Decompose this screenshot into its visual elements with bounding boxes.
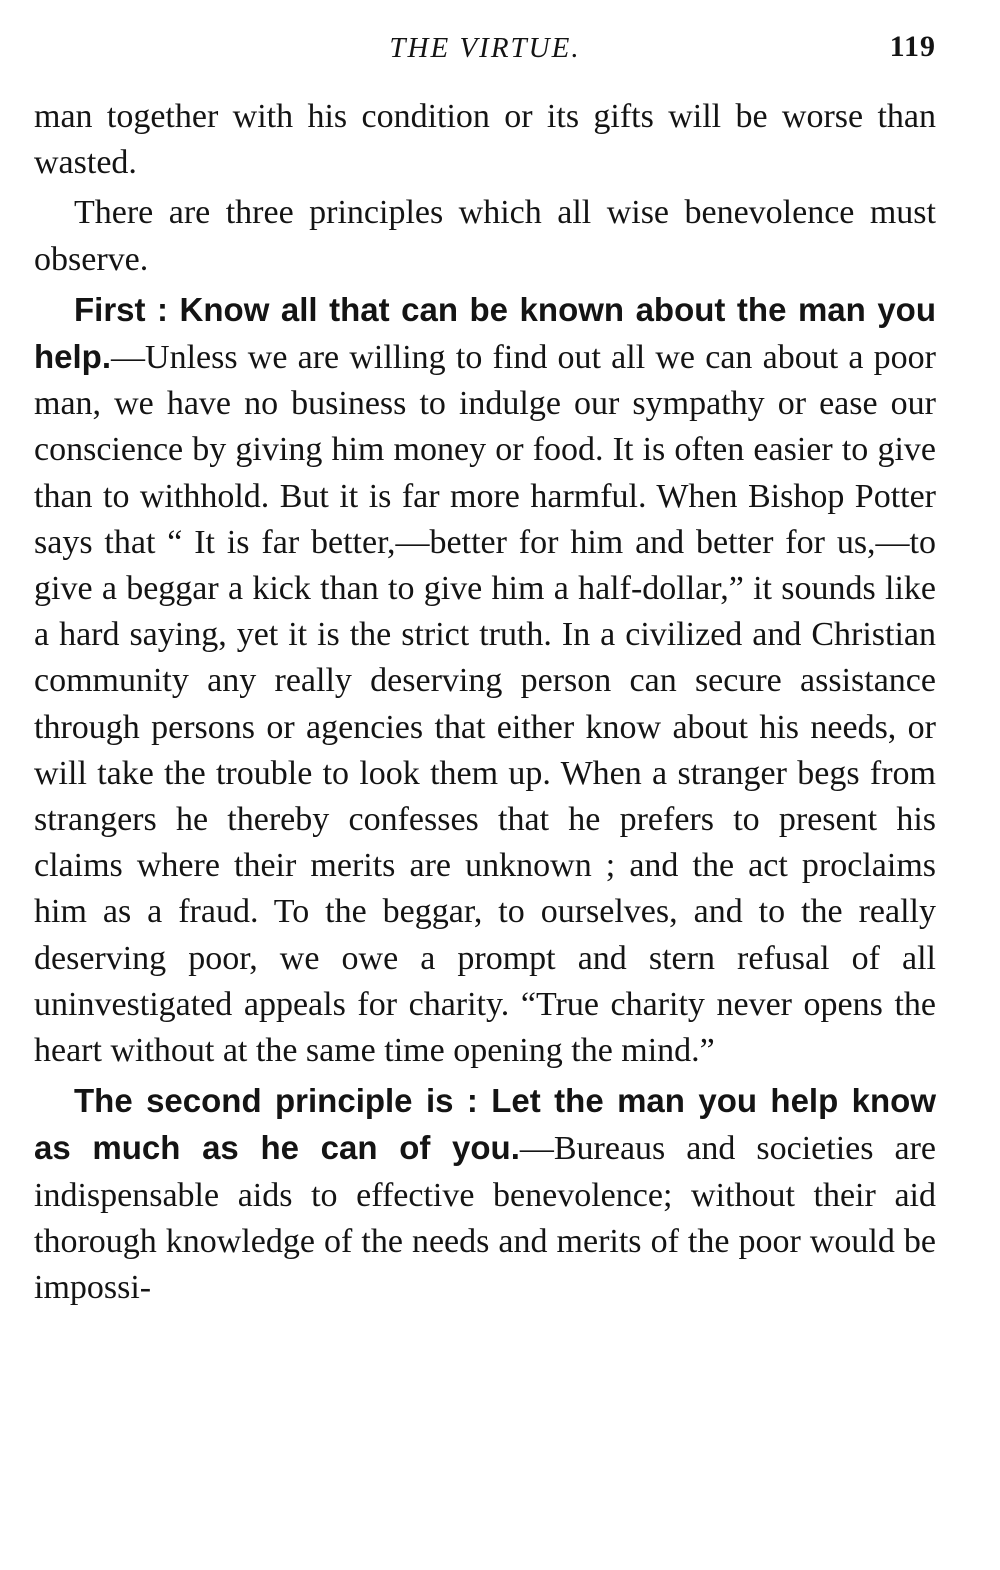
second-principle-heading: The second principle is : Let the man you help know as much as he can of you. bbox=[34, 1082, 936, 1167]
paragraph-first-principle bbox=[34, 287, 936, 1074]
paragraph-principles-intro: There are three principles which all wise benevolence must observe. bbox=[34, 194, 936, 278]
book-page bbox=[34, 0, 936, 1570]
body-text bbox=[34, 94, 936, 1311]
first-principle-body: —Unless we are willing to find out all we can about a poor man, we have no business to indulge our sympathy or ease our conscience by giving him money or food. It is often easier to give than to withhold. But it is far more harmful. When Bishop Potter says that “ It is far better,—better for him and better for us,—to give a beggar a kick than to give him a half-dollar,” it sounds like a hard saying, yet it is the strict truth. In a civilized and Christian community any really deserving person can secure assistance through persons or agencies that either know about his needs, or will take the trouble to look them up. When a stranger begs from strangers he thereby confesses that he prefers to present his claims where their merits are unknown ; and the act proclaims him as a fraud. To the beggar, to ourselves, and to the really deserving poor, we owe a prompt and stern refusal of all uninvestigated appeals for charity. “True charity never opens the heart without at the same time opening the mind.” bbox=[34, 339, 936, 1070]
second-principle-body: —Bureaus and societies are indispensable aids to effective benevolence; without their aid thorough knowledge of the needs and merits of the poor would be impossi- bbox=[34, 1130, 936, 1307]
paragraph-second-principle bbox=[34, 1078, 936, 1311]
first-principle-heading: First : Know all that can be known about the man you help. bbox=[34, 290, 936, 376]
running-title: THE VIRTUE. bbox=[389, 32, 581, 64]
paragraph-continuation: man together with his condition or its gifts will be worse than wasted. bbox=[34, 98, 936, 182]
page-number: 119 bbox=[889, 30, 936, 63]
running-head bbox=[34, 28, 936, 72]
